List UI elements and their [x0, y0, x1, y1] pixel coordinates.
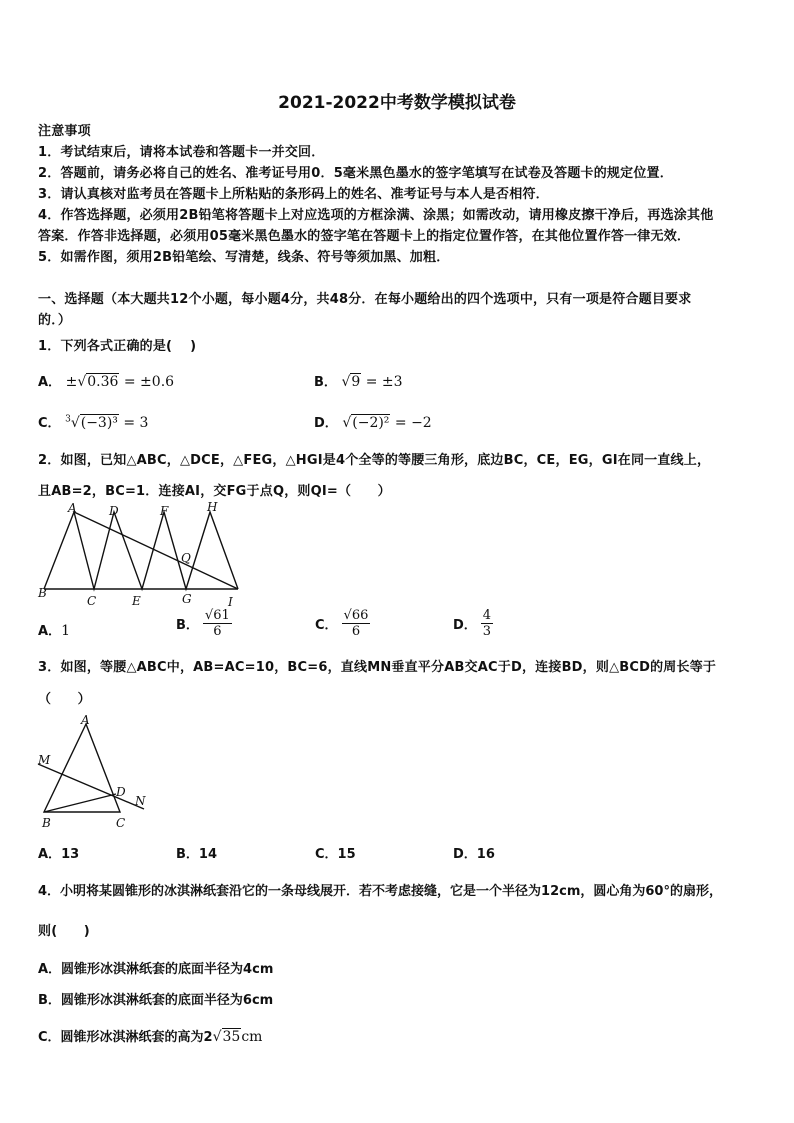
q2-line-ai: [74, 512, 238, 589]
q2-label-d: D: [109, 504, 119, 518]
q2-label-a: A: [68, 501, 77, 515]
q2-option-b-frac: $\frac{√61}{6}$: [204, 608, 230, 639]
notice-item-2: 2．答题前，请务必将自己的姓名、准考证号用0．5毫米黑色墨水的签字笔填写在试卷及答题卡的规定位置．: [38, 166, 673, 181]
q2-label-e: E: [132, 594, 141, 608]
q2-label-g: G: [182, 592, 192, 606]
q2-option-a[interactable]: [38, 620, 70, 639]
q3-label-m: M: [38, 753, 51, 767]
q1-option-d-label: D．: [314, 416, 338, 431]
q2-stem-line2: 且AB=2，BC=1．连接AI，交FG于点Q，则QI=（ ）: [38, 484, 391, 499]
q3-option-d[interactable]: [453, 843, 495, 862]
q4-stem-line2: 则( ): [38, 924, 90, 939]
q3-option-b-value: 14: [198, 847, 218, 862]
q2-option-d-label: D．: [453, 618, 477, 633]
q3-option-b-label: B．: [176, 847, 199, 862]
q3-triangle-abc: [44, 724, 120, 812]
q4-option-a[interactable]: A．圆锥形冰淇淋纸套的底面半径为4cm: [38, 962, 274, 977]
q4-option-c[interactable]: [38, 1026, 262, 1045]
q3-label-d: D: [116, 785, 126, 799]
q2-label-c: C: [87, 594, 97, 608]
q3-line-mn: [38, 764, 144, 809]
q2-option-c-frac: $\frac{√66}{6}$: [343, 608, 369, 639]
q2-option-a-label: A．: [38, 624, 62, 639]
q1-option-d-expr: √(−2)² = −2: [342, 415, 432, 431]
q1-option-b-expr: √9 = ±3: [341, 374, 403, 390]
q3-segment-bd: [44, 794, 116, 812]
q1-option-c[interactable]: [38, 412, 148, 431]
q3-stem-line1: 3．如图，等腰△ABC中，AB=AC=10，BC=6，直线MN垂直平分AB交AC于D，连接BD，则△BCD的周长等于: [38, 660, 717, 675]
q3-label-b: B: [42, 816, 51, 830]
q1-option-b-label: B．: [314, 375, 337, 390]
notice-item-1: 1．考试结束后，请将本试卷和答题卡一并交回．: [38, 145, 325, 160]
q3-option-c-label: C．: [315, 847, 338, 862]
q3-option-c-value: 15: [337, 847, 356, 862]
q2-option-b[interactable]: [176, 608, 232, 639]
q1-option-c-label: C．: [38, 416, 61, 431]
q2-option-d-frac: $\frac{4}{3}$: [482, 608, 492, 639]
q2-option-b-label: B．: [176, 618, 199, 633]
q1-option-b[interactable]: [314, 371, 403, 390]
notice-heading: 注意事项: [38, 124, 91, 139]
q4-stem-line1: 4．小明将某圆锥形的冰淇淋纸套沿它的一条母线展开．若不考虑接缝，它是一个半径为12cm，圆心角为60°的扇形，: [38, 884, 722, 899]
q2-option-c-label: C．: [315, 618, 338, 633]
q2-stem-line1: 2．如图，已知△ABC，△DCE，△FEG，△HGI是4个全等的等腰三角形，底边BC，CE，EG，GI在同一直线上，: [38, 453, 711, 468]
q3-option-c[interactable]: [315, 843, 356, 862]
q3-option-d-value: 16: [476, 847, 495, 862]
q1-option-c-expr: $^3$√(−3)³ = 3: [65, 414, 149, 431]
q3-option-d-label: D．: [453, 847, 477, 862]
q2-option-d[interactable]: [453, 608, 493, 639]
q3-option-b[interactable]: [176, 843, 217, 862]
q2-option-a-value: 1: [61, 623, 70, 639]
q3-label-a: A: [81, 713, 90, 727]
q1-option-d[interactable]: [314, 412, 432, 431]
q3-option-a-label: A．: [38, 847, 62, 862]
q2-label-q: Q: [181, 551, 191, 565]
notice-item-4: 4．作答选择题，必须用2B铅笔将答题卡上对应选项的方框涂满、涂黑；如需改动，请用橡皮擦干净后，再选涂其他: [38, 208, 714, 223]
q2-label-h: H: [207, 500, 218, 514]
q3-figure: [36, 712, 166, 834]
q2-label-f: F: [160, 504, 169, 518]
q2-label-i: I: [228, 595, 233, 609]
q1-stem: 1．下列各式正确的是( ): [38, 339, 197, 354]
q2-option-c[interactable]: [315, 608, 370, 639]
q3-label-n: N: [135, 794, 146, 808]
q2-figure: [36, 500, 246, 610]
q3-option-a[interactable]: [38, 843, 79, 862]
page-title: 2021-2022中考数学模拟试卷: [278, 93, 516, 113]
q4-option-c-expr: √35cm: [212, 1029, 263, 1045]
q1-option-a[interactable]: [38, 371, 174, 390]
notice-item-3: 3．请认真核对监考员在答题卡上所粘贴的条形码上的姓名、准考证号与本人是否相符．: [38, 187, 549, 202]
section-heading-cont: 的．）: [38, 313, 72, 328]
q1-option-a-label: A．: [38, 375, 62, 390]
q4-option-c-text: C．圆锥形冰淇淋纸套的高为2: [38, 1030, 213, 1045]
q3-stem-line2: （ ）: [38, 692, 91, 707]
notice-item-5: 5．如需作图，须用2B铅笔绘、写清楚，线条、符号等须加黑、加粗．: [38, 250, 450, 265]
q3-option-a-value: 13: [61, 847, 80, 862]
q4-option-b[interactable]: B．圆锥形冰淇淋纸套的底面半径为6cm: [38, 993, 274, 1008]
notice-item-4-cont: 答案．作答非选择题，必须用05毫米黑色墨水的签字笔在答题卡上的指定位置作答，在其他位置作答一律无效．: [38, 229, 691, 244]
q3-label-c: C: [116, 816, 126, 830]
q2-triangles: [44, 512, 238, 589]
section-heading: 一、选择题（本大题共12个小题，每小题4分，共48分．在每小题给出的四个选项中，只有一项是符合题目要求: [38, 292, 692, 307]
q1-option-a-expr: ±√0.36 = ±0.6: [65, 374, 175, 390]
q2-label-b: B: [38, 586, 47, 600]
